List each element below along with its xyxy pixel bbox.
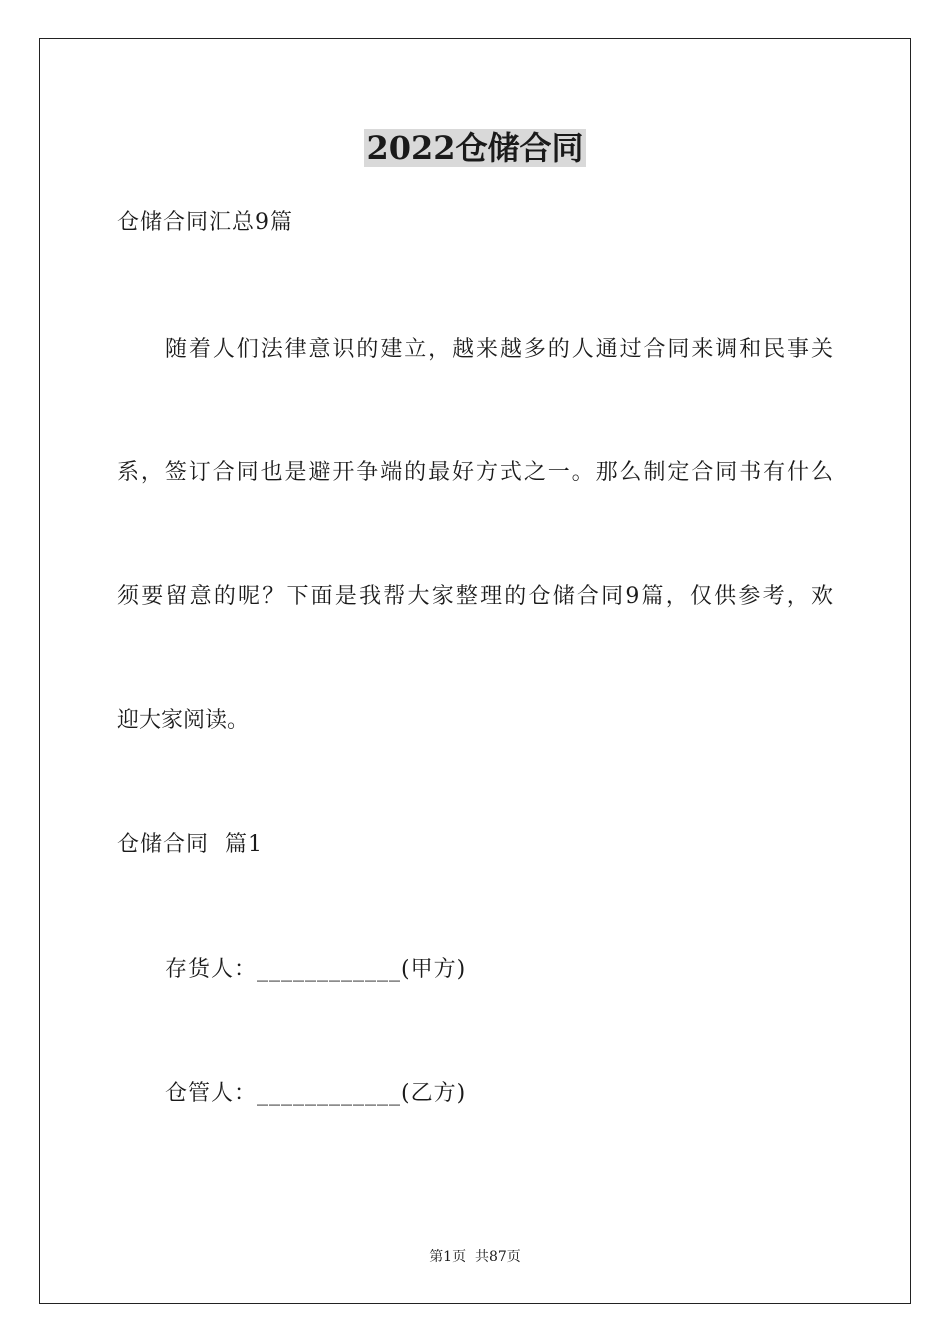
document-title [0, 126, 950, 170]
intro-line-1: 随着人们法律意识的建立，越来越多的人通过合同来调和民事关 [165, 337, 833, 362]
intro-line-4: 迎大家阅读。 [117, 708, 250, 733]
intro-line-2: 系，签订合同也是避开争端的最好方式之一。那么制定合同书有什么 [117, 460, 833, 485]
document-subtitle: 仓储合同汇总9篇 [117, 210, 293, 235]
page-footer: 第1页 共87页 [429, 1249, 521, 1265]
party-a-line: 存货人：____________(甲方) [165, 957, 467, 982]
party-b-line: 仓管人：____________(乙方) [165, 1081, 467, 1106]
section-heading: 仓储合同 篇1 [117, 832, 263, 857]
document-title-text: 2022仓储合同 [366, 129, 584, 167]
intro-line-3: 须要留意的呢？下面是我帮大家整理的仓储合同9篇，仅供参考，欢 [117, 584, 833, 609]
